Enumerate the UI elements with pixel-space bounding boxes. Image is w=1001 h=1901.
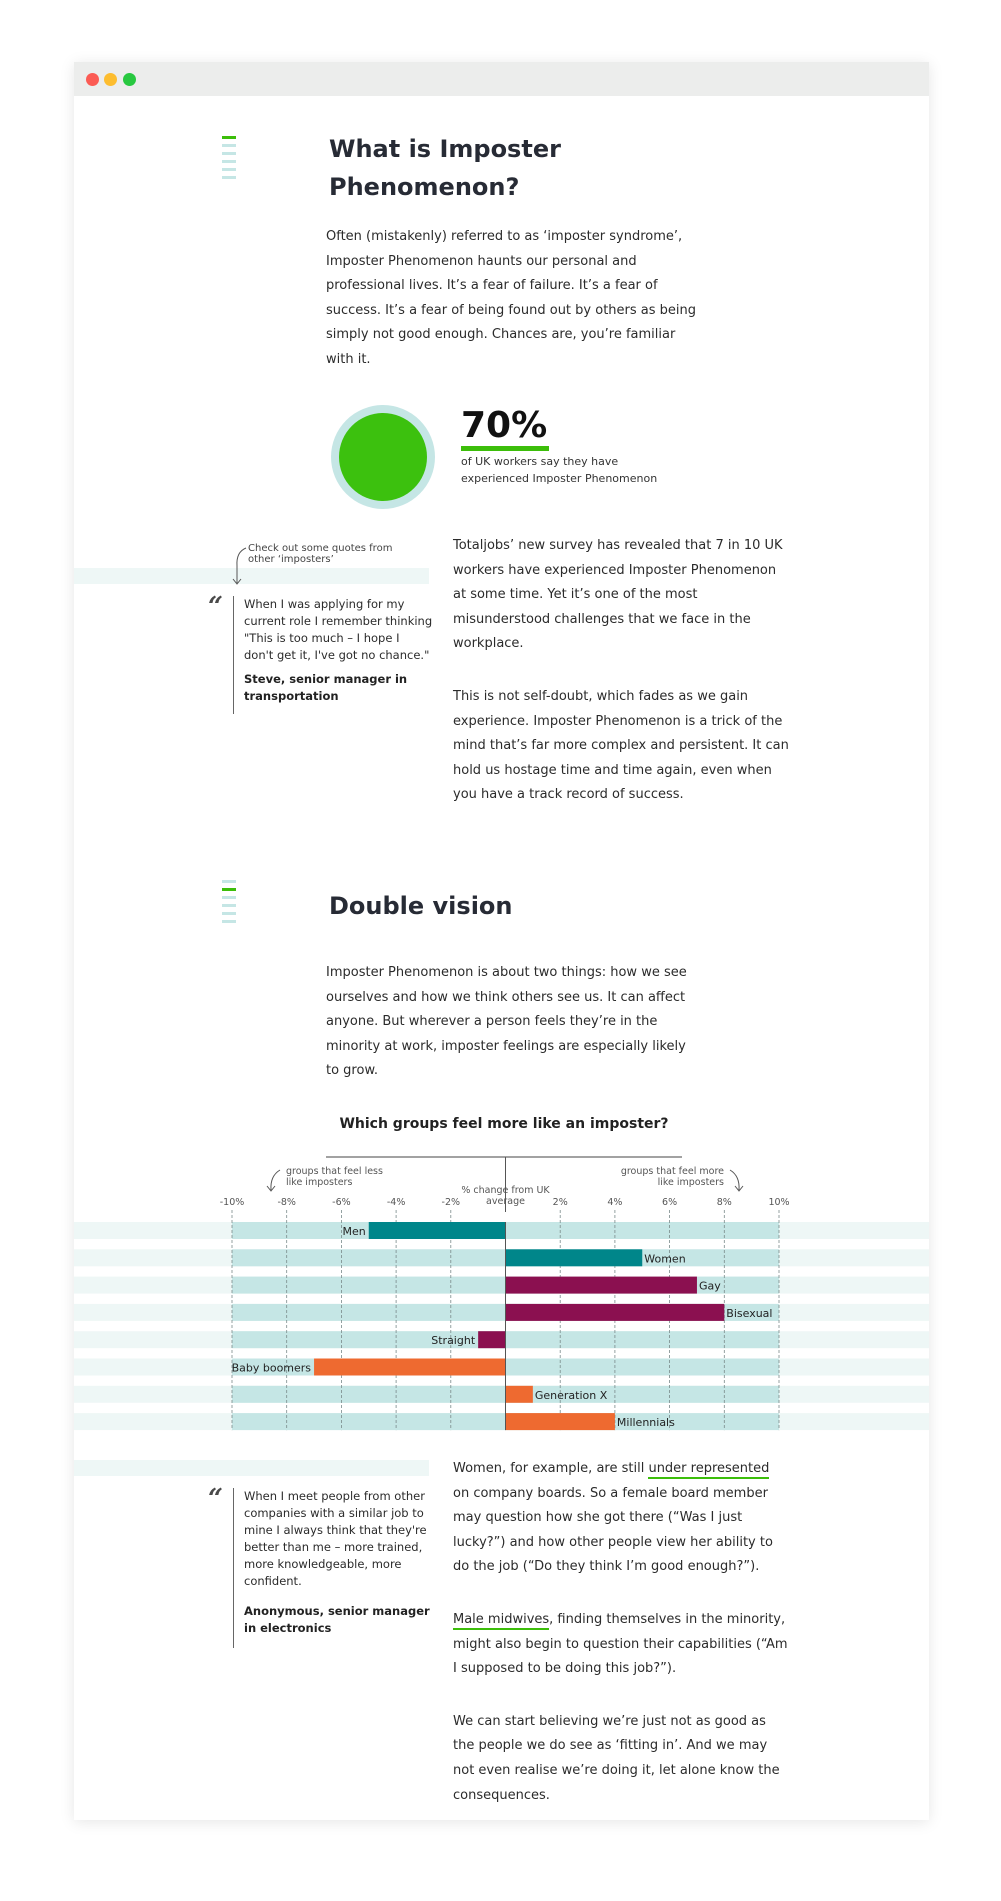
- text-line: companies with a similar job to: [244, 1506, 424, 1520]
- text-line: with it.: [326, 351, 371, 367]
- browser-window: [74, 62, 929, 1820]
- bar-label: Bisexual: [726, 1306, 773, 1320]
- aside-band: [74, 1460, 429, 1476]
- stat-value: 70%: [461, 405, 548, 446]
- bar-straight: [478, 1331, 505, 1348]
- text-span: , finding themselves in the minority,: [549, 1611, 786, 1627]
- text-span: Women, for example, are still: [453, 1461, 645, 1476]
- heading-line: Phenomenon?: [329, 173, 520, 201]
- tick-label: -8%: [277, 1197, 296, 1208]
- text-line: other ‘imposters’: [248, 554, 334, 565]
- text-line: We can start believing we’re just not as good as: [453, 1713, 766, 1729]
- text-line: "This is too much – I hope I: [244, 631, 400, 645]
- text-line: success. It’s a fear of being found out by others as being: [326, 302, 697, 318]
- text-line: mine I always think that they're: [244, 1523, 427, 1537]
- bar-label: Baby boomers: [231, 1361, 312, 1375]
- text-line: simply not good enough. Chances are, you’re familiar: [326, 327, 676, 343]
- quote-rule: [233, 1488, 234, 1648]
- text-line: misunderstood challenges that we face in the: [453, 611, 751, 627]
- paragraph: [453, 1710, 853, 1808]
- text-line: hold us hostage time and time again, even when: [453, 762, 772, 778]
- text-line: don't get it, I've got no chance.": [244, 648, 430, 662]
- text-line: lucky?”) and how other people view her ability to: [453, 1534, 773, 1550]
- chart-title: Which groups feel more like an imposter?: [339, 1116, 669, 1132]
- bar-men: [369, 1222, 506, 1239]
- text-line: workplace.: [453, 636, 524, 652]
- text-line: Often (mistakenly) referred to as ‘imposter syndrome’,: [326, 229, 683, 244]
- text-line: in electronics: [244, 1621, 332, 1635]
- imposter-groups-chart: [74, 62, 929, 1430]
- bar-baby-boomers: [314, 1359, 505, 1376]
- bar-label: Millennials: [616, 1416, 675, 1430]
- text-line: experience. Imposter Phenomenon is a trick of the: [453, 713, 783, 729]
- annotation-right: like imposters: [657, 1177, 724, 1188]
- text-line: When I was applying for my: [244, 597, 405, 611]
- under-represented-link[interactable]: under represented: [648, 1461, 769, 1479]
- quote-mark-icon: “: [208, 1484, 223, 1514]
- text-line: might also begin to question their capabilities (“Am: [453, 1636, 788, 1652]
- male-midwives-link[interactable]: Male midwives: [453, 1612, 549, 1630]
- text-line: Imposter Phenomenon is about two things: how we see: [326, 965, 687, 980]
- paragraph: [453, 1608, 853, 1682]
- text-line: This is not self-doubt, which fades as we gain: [453, 688, 749, 704]
- heading-line: What is Imposter: [329, 135, 561, 163]
- text-line: Check out some quotes from: [248, 543, 393, 554]
- text-line: current role I remember thinking: [244, 614, 433, 628]
- text-line: do the job (“Do they think I’m good enough?”).: [453, 1559, 760, 1575]
- bar-generation-x: [506, 1386, 533, 1403]
- text-line: Imposter Phenomenon haunts our personal and: [326, 253, 637, 269]
- quote-mark-icon: “: [208, 592, 223, 622]
- tick-label: -10%: [219, 1197, 245, 1208]
- section2-body: [453, 1457, 853, 1808]
- axis-title: average: [486, 1196, 525, 1207]
- text-line: Steve, senior manager in: [244, 672, 408, 686]
- bar-label: Women: [644, 1252, 686, 1266]
- tick-label: 2%: [552, 1197, 568, 1208]
- bar-label: Men: [342, 1225, 366, 1238]
- text-line: to grow.: [326, 1063, 379, 1079]
- text-line: of UK workers say they have: [461, 455, 619, 468]
- text-line: more knowledgeable, more: [244, 1557, 402, 1571]
- bar-label: Gay: [698, 1279, 721, 1293]
- annotation-right: groups that feel more: [620, 1166, 724, 1177]
- text-line: I supposed to be doing this job?”).: [453, 1661, 677, 1677]
- quote-text: [244, 1488, 444, 1590]
- annotation-left: groups that feel less: [286, 1166, 383, 1177]
- bar-bisexual: [506, 1304, 725, 1321]
- quote-author: [244, 1603, 444, 1637]
- text-line: transportation: [244, 689, 339, 703]
- tick-label: 6%: [662, 1197, 678, 1208]
- text-line: [453, 1457, 853, 1482]
- bar-millennials: [506, 1413, 615, 1430]
- bar-label: Straight: [431, 1334, 476, 1348]
- section2-heading: Double vision: [329, 892, 513, 920]
- text-line: confident.: [244, 1574, 302, 1588]
- text-line: [453, 1608, 853, 1633]
- tick-label: -4%: [386, 1197, 406, 1208]
- text-line: may question how she got there (“Was I just: [453, 1510, 743, 1526]
- curved-arrow-icon: [271, 1170, 280, 1190]
- annotation-left: like imposters: [286, 1177, 353, 1188]
- text-line: the people we do see as ‘fitting in’. And we may: [453, 1738, 768, 1754]
- text-line: consequences.: [453, 1787, 550, 1803]
- text-line: Anonymous, senior manager: [244, 1604, 430, 1618]
- bar-women: [506, 1249, 643, 1266]
- text-line: better than me – more trained,: [244, 1540, 423, 1554]
- tick-label: -2%: [441, 1197, 461, 1208]
- text-line: mind that’s far more complex and persistent. It can: [453, 738, 789, 754]
- tick-label: 4%: [607, 1197, 623, 1208]
- text-line: on company boards. So a female board member: [453, 1485, 768, 1501]
- paragraph: [453, 1457, 853, 1580]
- text-line: experienced Imposter Phenomenon: [461, 472, 658, 485]
- text-line: at some time. Yet it’s one of the most: [453, 587, 698, 603]
- text-line: When I meet people from other: [244, 1489, 425, 1503]
- text-line: Totaljobs’ new survey has revealed that 7 in 10 UK: [453, 538, 783, 553]
- text-line: minority at work, imposter feelings are especially likely: [326, 1038, 686, 1054]
- axis-title: % change from UK: [461, 1185, 550, 1196]
- curved-arrow-icon: [730, 1170, 739, 1190]
- text-line: anyone. But wherever a person feels they’re in the: [326, 1014, 658, 1030]
- tick-label: 8%: [716, 1197, 732, 1208]
- bar-gay: [506, 1277, 697, 1294]
- text-line: ourselves and how we think others see us. It can affect: [326, 989, 686, 1005]
- text-line: not even realise we’re doing it, let alone know the: [453, 1762, 780, 1778]
- bar-label: Generation X: [534, 1388, 608, 1402]
- tick-label: 10%: [768, 1197, 790, 1208]
- tick-label: -6%: [332, 1197, 351, 1208]
- text-line: you have a track record of success.: [453, 787, 684, 803]
- text-line: professional lives. It’s a fear of failure. It’s a fear of: [326, 278, 658, 294]
- text-line: workers have experienced Imposter Phenomenon: [453, 562, 777, 578]
